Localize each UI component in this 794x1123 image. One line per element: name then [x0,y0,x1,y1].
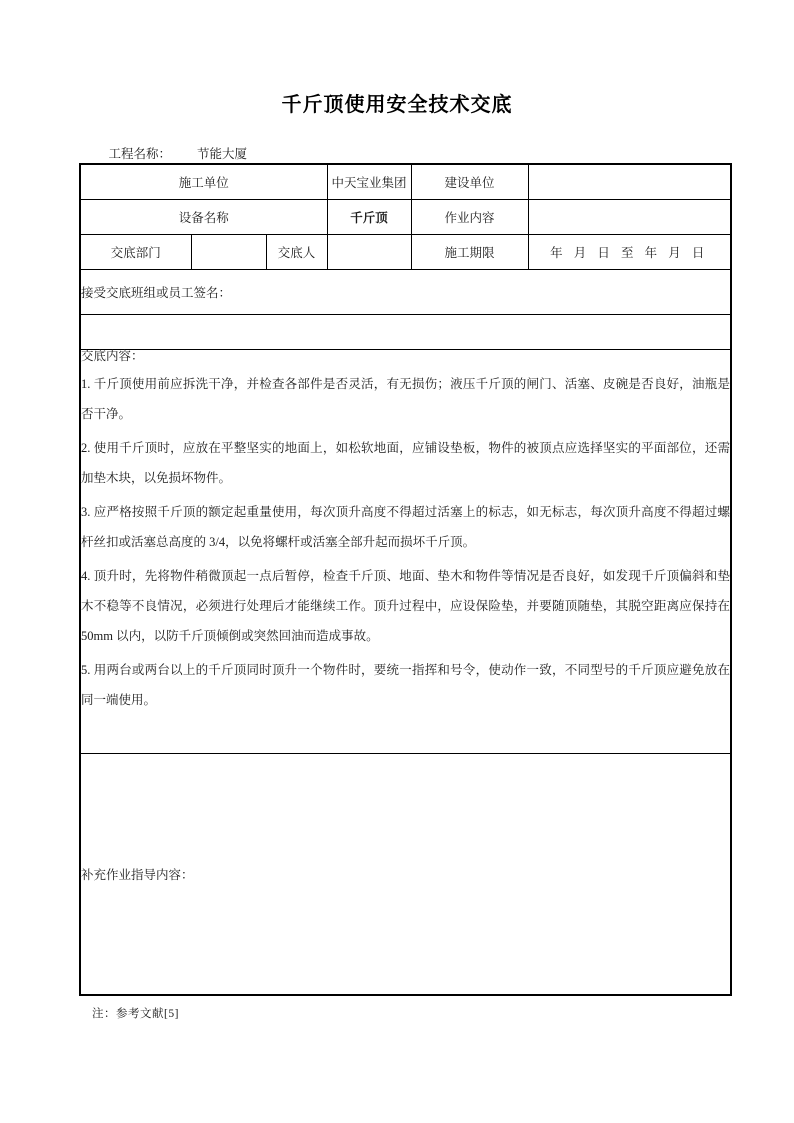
building-unit-label: 建设单位 [411,164,528,200]
construction-period-label: 施工期限 [411,235,528,270]
content-item-5: 5. 用两台或两台以上的千斤顶同时顶升一个物件时，要统一指挥和号令，使动作一致，不同型号的千斤顶应避免放在同一端使用。 [81,662,730,707]
building-unit-value[interactable] [528,164,731,200]
disclosure-content-cell [80,350,731,754]
table-row-construction-unit [80,164,731,200]
technical-disclosure-table [79,163,732,996]
table-row-equipment-name [80,200,731,235]
content-trailing-space [81,719,730,753]
disclosure-dept-label: 交底部门 [80,235,191,270]
table-row-signature-label [80,270,731,315]
content-item-1: 1. 千斤顶使用前应拆洗干净，并检查各部件是否灵活，有无损伤；液压千斤顶的闸门、活塞、皮碗是否良好，油瓶是否干净。 [81,376,730,421]
construction-unit-label: 施工单位 [80,164,327,200]
table-row-signature-blank [80,315,731,350]
discloser-value[interactable] [327,235,411,270]
equipment-name-label: 设备名称 [80,200,327,235]
project-name-value: 节能大厦 [197,147,248,161]
content-item-4: 4. 顶升时，先将物件稍微顶起一点后暂停，检查千斤顶、地面、垫木和物件等情况是否良好，如发现千斤顶偏斜和垫木不稳等不良情况，必须进行处理后才能继续工作。顶升过程中，应设保险垫，并要随顶随垫，其脱空距离应保持在 50mm 以内，以防千斤顶倾倒或突然回油而造成事故。 [81,568,730,643]
content-item-3: 3. 应严格按照千斤顶的额定起重量使用，每次顶升高度不得超过活塞上的标志，如无标志，每次顶升高度不得超过螺杆丝扣或活塞总高度的 3/4，以免将螺杆或活塞全部升起而损坏千斤顶。 [81,504,730,549]
reference-note: 注：参考文献[5] [92,1008,179,1020]
work-content-label: 作业内容 [411,200,528,235]
construction-unit-value[interactable]: 中天宝业集团 [327,164,411,200]
supplement-cell[interactable] [80,753,731,995]
table-row-supplement [80,753,731,995]
table-row-disclosure-dept [80,235,731,270]
disclosure-dept-value[interactable] [191,235,266,270]
construction-period-value[interactable]: 年 月 日 至 年 月 日 [528,235,731,270]
discloser-label: 交底人 [266,235,327,270]
signature-label: 接受交底班组或员工签名： [80,270,731,315]
table-row-content [80,350,731,754]
supplement-label: 补充作业指导内容： [81,867,194,882]
signature-input-area[interactable] [80,315,731,350]
equipment-name-value[interactable]: 千斤顶 [327,200,411,235]
page-title: 千斤顶使用安全技术交底 [281,94,513,116]
content-item-2: 2. 使用千斤顶时，应放在平整坚实的地面上，如松软地面，应铺设垫板，物件的被顶点应选择坚实的平面部位，还需加垫木块，以免损坏物件。 [81,440,730,485]
work-content-value[interactable] [528,200,731,235]
project-name-label: 工程名称： [108,147,172,161]
disclosure-content-heading: 交底内容： [81,349,144,363]
